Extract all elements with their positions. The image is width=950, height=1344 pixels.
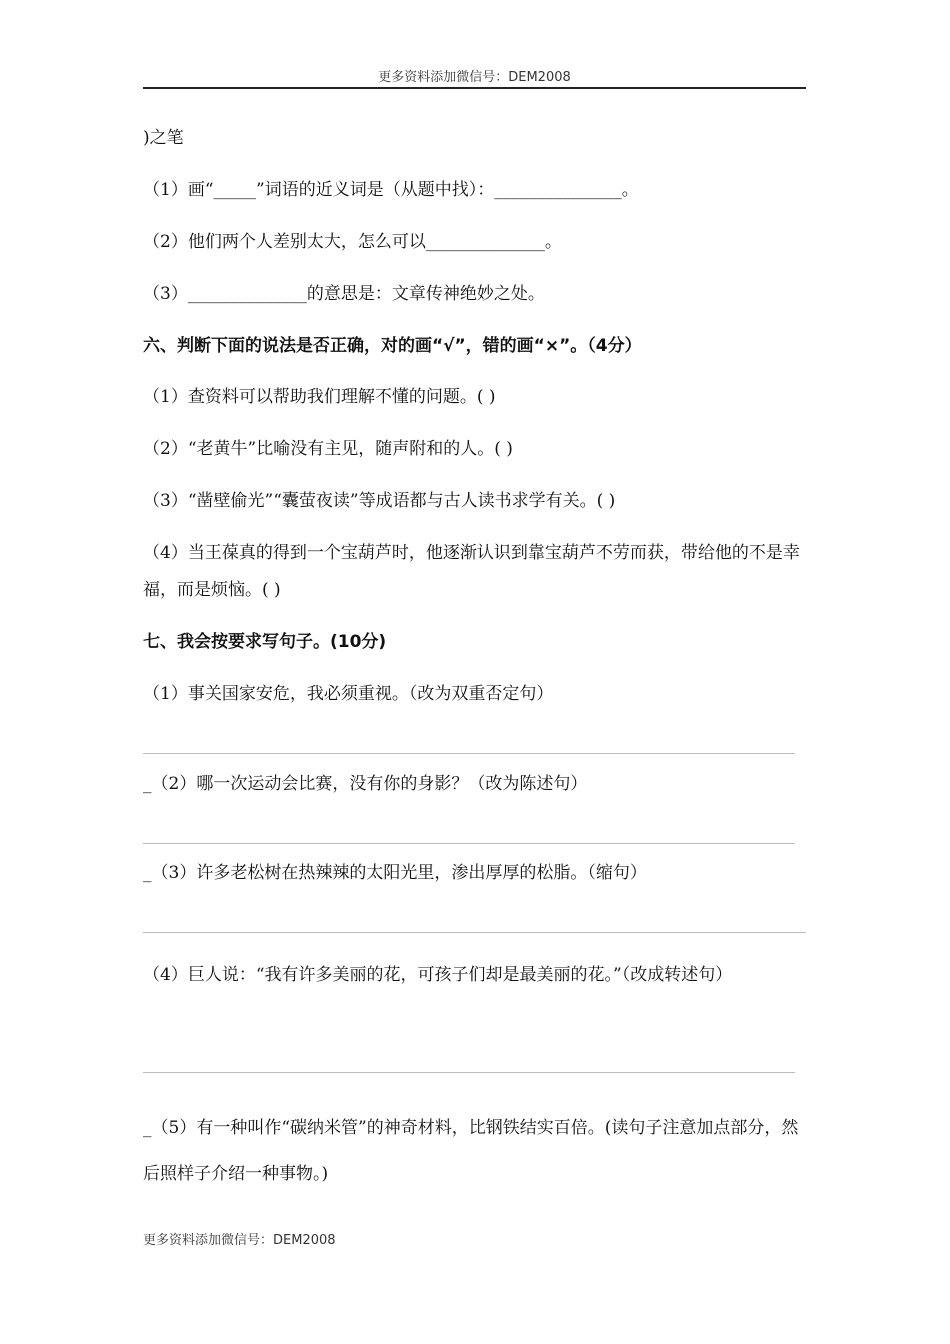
answer-line-2 [143, 843, 795, 844]
answer-line-1 [143, 753, 795, 754]
answer-line-4 [143, 1072, 795, 1073]
judge-item-4: （4）当王葆真的得到一个宝葫芦时，他逐渐认识到靠宝葫芦不劳而获，带给他的不是幸福，而是烦恼。( ) [143, 543, 800, 600]
sentence-item-1: （1）事关国家安危，我必须重视。（改为双重否定句） [143, 684, 554, 704]
question-5-1: （1）画“_____”词语的近义词是（从题中找）：_______________。 [143, 180, 639, 200]
answer-line-3 [143, 932, 806, 933]
sentence-item-3: _（3）许多老松树在热辣辣的太阳光里，渗出厚厚的松脂。（缩句） [143, 863, 647, 883]
sentence-item-2: _（2）哪一次运动会比赛，没有你的身影？（改为陈述句） [143, 774, 588, 794]
judge-item-3: （3）“凿壁偷光”“囊萤夜读”等成语都与古人读书求学有关。( ) [143, 491, 616, 511]
judge-item-1: （1）查资料可以帮助我们理解不懂的问题。( ) [143, 387, 496, 407]
continued-text: )之笔 [143, 128, 184, 148]
page-footer: 更多资料添加微信号：DEM2008 [143, 1233, 336, 1248]
section-6-title: 六、判断下面的说法是否正确，对的画“√”，错的画“×”。（4分） [143, 336, 642, 356]
question-5-3: （3）______________的意思是：文章传神绝妙之处。 [143, 284, 545, 304]
question-5-2: （2）他们两个人差别太大，怎么可以______________。 [143, 232, 562, 252]
section-7-title: 七、我会按要求写句子。(10分) [143, 632, 387, 652]
page-header: 更多资料添加微信号：DEM2008 [378, 70, 571, 85]
sentence-item-5: _（5）有一种叫作“碳纳米管”的神奇材料，比钢铁结实百倍。(读句子注意加点部分，然后照样子介绍一种事物。) [143, 1118, 799, 1184]
judge-item-2: （2）“老黄牛”比喻没有主见，随声附和的人。( ) [143, 439, 513, 459]
header-rule [143, 87, 806, 89]
sentence-item-4: （4）巨人说：“我有许多美丽的花，可孩子们却是最美丽的花。”（改成转述句） [143, 965, 733, 985]
